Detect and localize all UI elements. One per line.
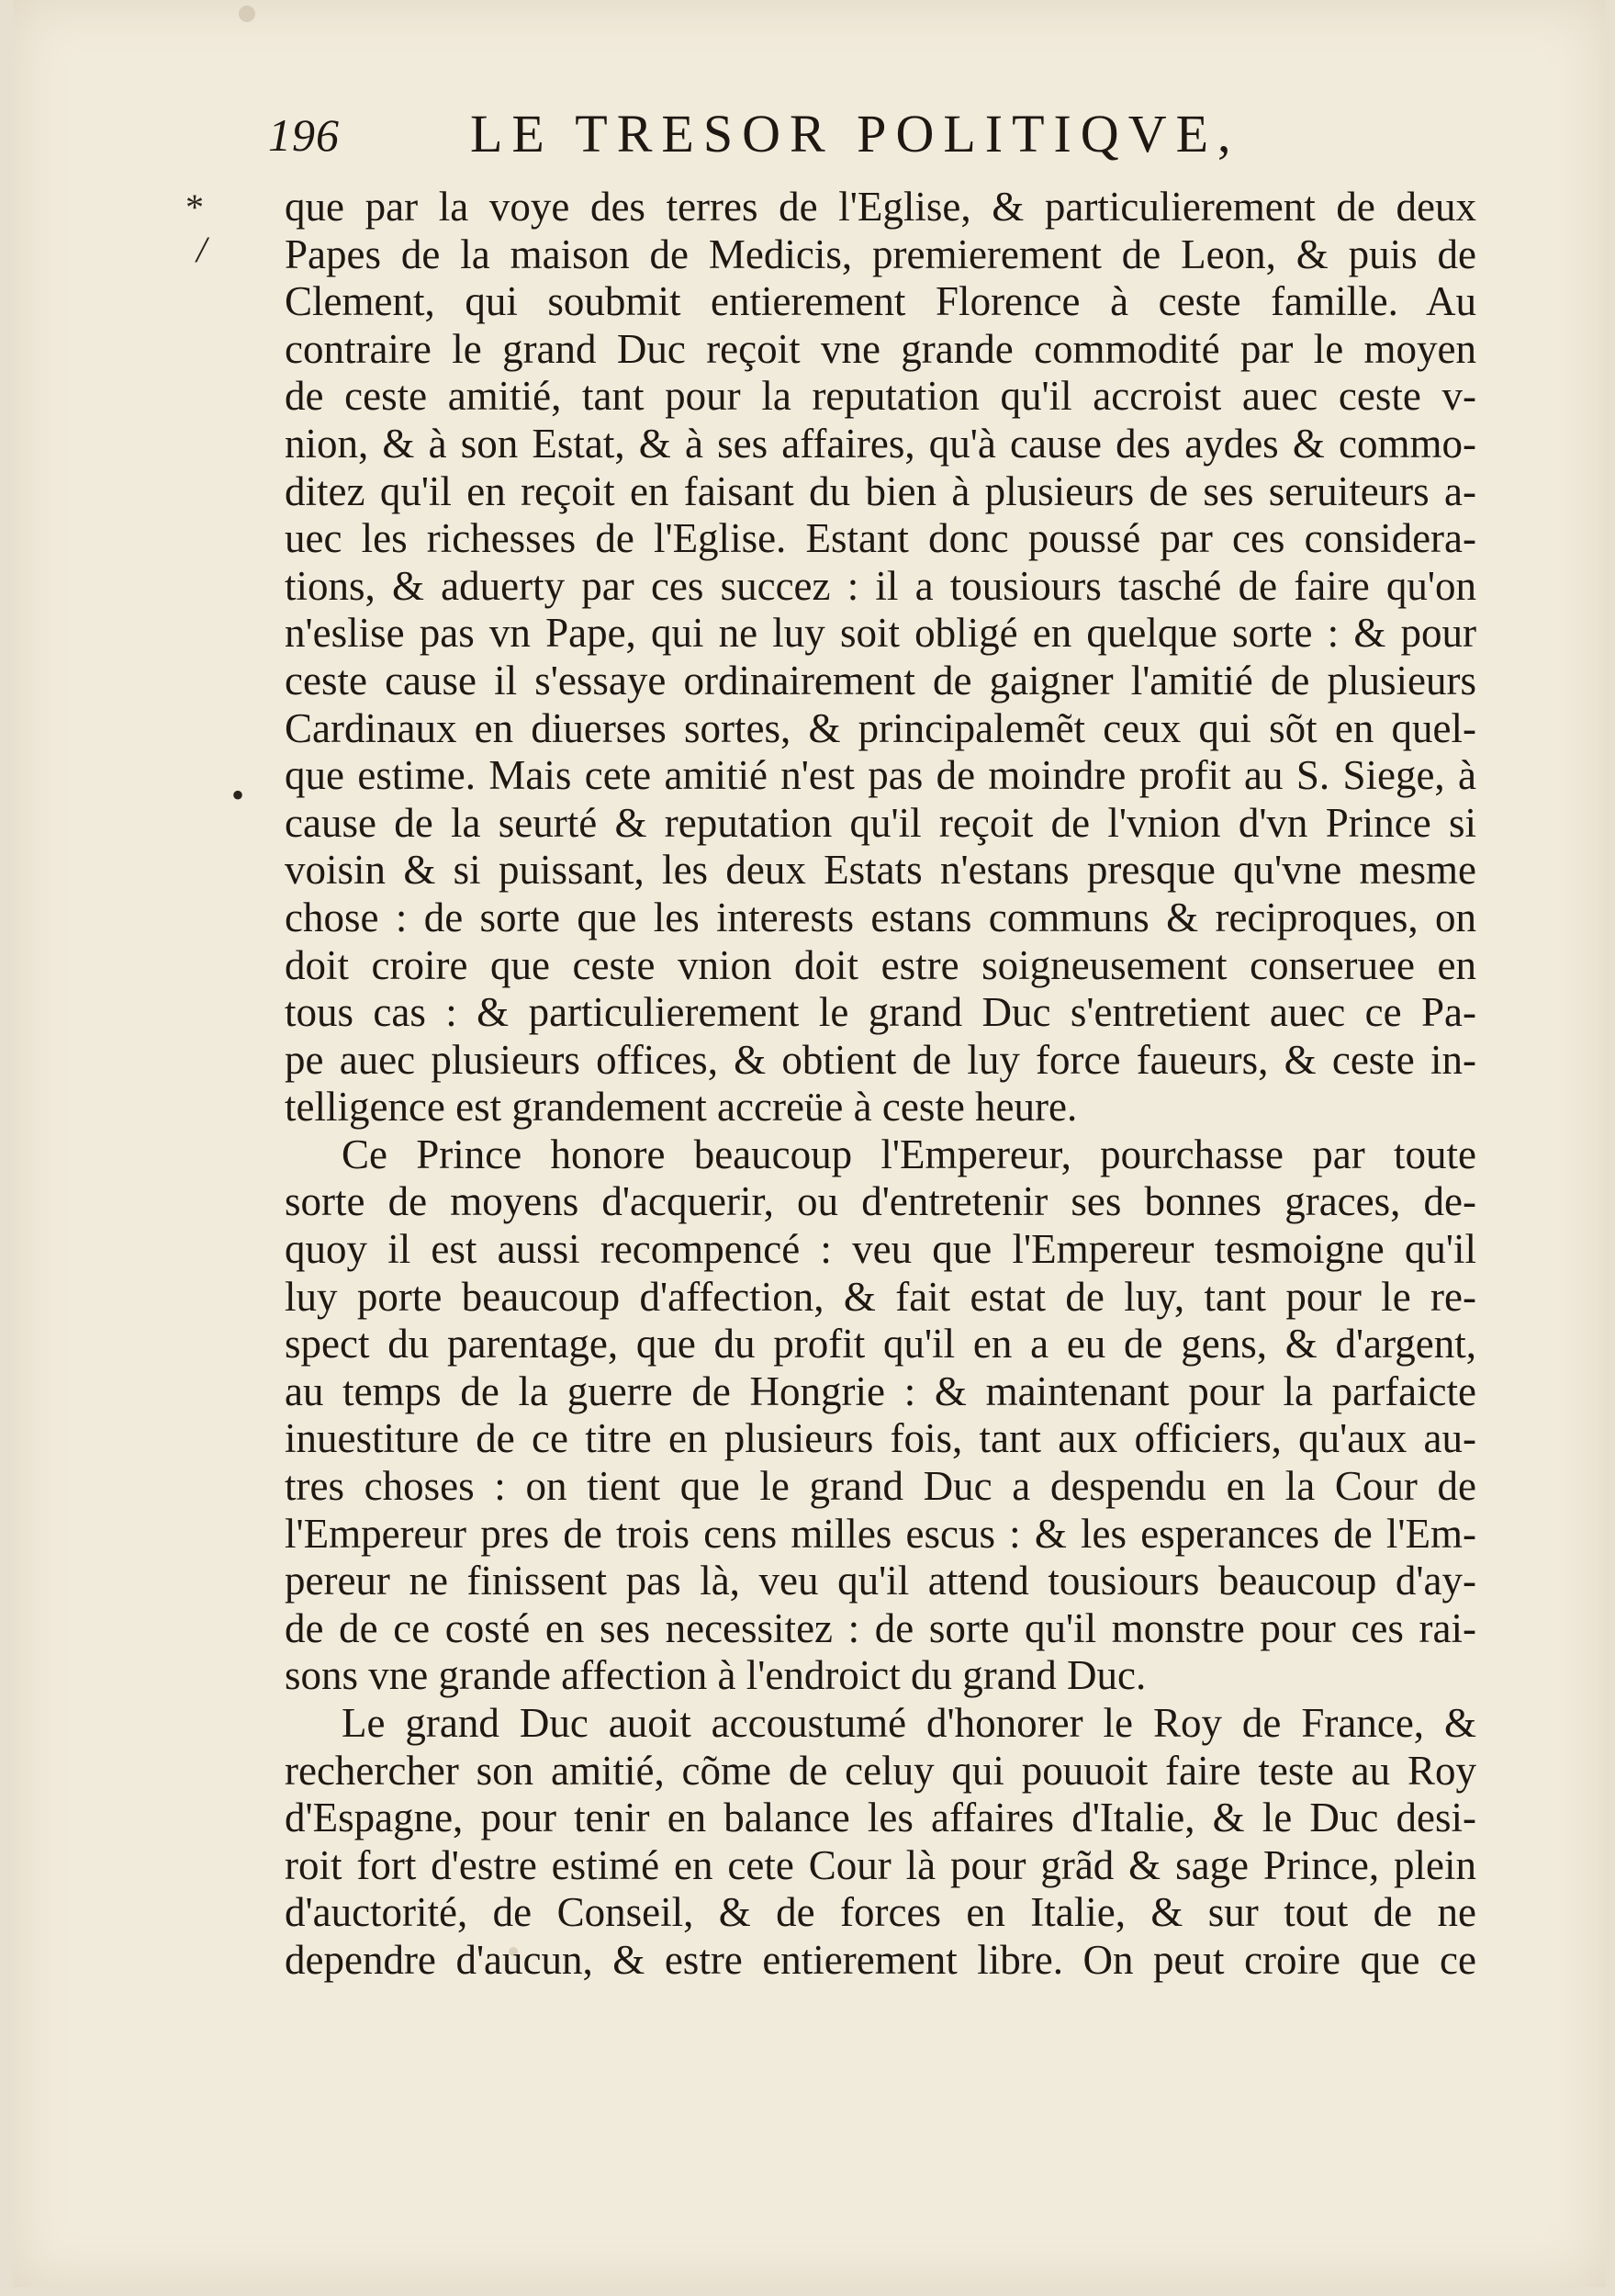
text-line: tions, & aduerty par ces succez : il a tousiours tasché de faire qu'on: [285, 562, 1476, 609]
text-line: ditez qu'il en reçoit en faisant du bien à plusieurs de ses seruiteurs a-: [285, 467, 1476, 514]
text-line: inuestiture de ce titre en plusieurs fois, tant aux officiers, qu'aux au-: [285, 1415, 1476, 1462]
text-line: Papes de la maison de Medicis, premierement de Leon, & puis de: [285, 231, 1476, 277]
text-line: contraire le grand Duc reçoit vne grande commodité par le moyen: [285, 325, 1476, 372]
text-line: d'Espagne, pour tenir en balance les affaires d'Italie, & le Duc desi-: [285, 1795, 1476, 1841]
text-line: pereur ne finissent pas là, veu qu'il attend tousiours beaucoup d'ay-: [285, 1558, 1476, 1604]
text-line: sorte de moyens d'acquerir, ou d'entretenir ses bonnes graces, de-: [285, 1178, 1476, 1225]
text-line: telligence est grandement accreüe à ceste heure.: [285, 1084, 1078, 1131]
text-line: uec les richesses de l'Eglise. Estant donc poussé par ces considera-: [285, 515, 1476, 562]
page-number: 196: [268, 109, 340, 161]
text-line: au temps de la guerre de Hongrie : & maintenant pour la parfaicte: [285, 1367, 1476, 1414]
text-line: chose : de sorte que les interests estans communs & reciproques, on: [285, 894, 1476, 940]
text-line: Le grand Duc auoit accoustumé d'honorer le Roy de France, &: [342, 1700, 1476, 1746]
text-line: l'Empereur pres de trois cens milles escus : & les esperances de l'Em-: [285, 1510, 1476, 1557]
running-title: LE TRESOR POLITIQVE,: [470, 104, 1240, 163]
text-line: que par la voye des terres de l'Eglise, & particulierement de deux: [285, 184, 1476, 230]
text-line: que estime. Mais cete amitié n'est pas de moindre profit au S. Siege, à: [285, 752, 1476, 799]
text-line: ceste cause il s'essaye ordinairement de gaigner l'amitié de plusieurs: [285, 657, 1476, 703]
margin-asterisk-mark: *: [185, 186, 204, 228]
text-line: cause de la seurté & reputation qu'il reçoit de l'vnion d'vn Prince si: [285, 799, 1476, 846]
text-line: de ceste amitié, tant pour la reputation qu'il accroist auec ceste v-: [285, 373, 1476, 420]
text-line: dependre d'aucun, & estre entierement libre. On peut croire que ce: [285, 1936, 1476, 1983]
text-line: luy porte beaucoup d'affection, & fait estat de luy, tant pour le re-: [285, 1273, 1476, 1320]
margin-bullet-mark: •: [231, 774, 245, 816]
text-line: Ce Prince honore beaucoup l'Empereur, pourchasse par toute: [342, 1131, 1476, 1177]
text-line: tous cas : & particulierement le grand Duc s'entretient auec ce Pa-: [285, 989, 1476, 1036]
text-line: Clement, qui soubmit entierement Florence à ceste famille. Au: [285, 278, 1476, 325]
text-line: rechercher son amitié, cõme de celuy qui pouuoit faire teste au Roy: [285, 1747, 1476, 1794]
text-line: sons vne grande affection à l'endroict du grand Duc.: [285, 1652, 1147, 1699]
book-page: [13, 0, 1606, 2287]
text-line: d'auctorité, de Conseil, & de forces en Italie, & sur tout de ne: [285, 1889, 1476, 1936]
text-line: quoy il est aussi recompencé : veu que l'Empereur tesmoigne qu'il: [285, 1226, 1476, 1273]
text-line: n'eslise pas vn Pape, qui ne luy soit obligé en quelque sorte : & pour: [285, 610, 1476, 657]
text-line: tres choses : on tient que le grand Duc a despendu en la Cour de: [285, 1463, 1476, 1510]
text-line: pe auec plusieurs offices, & obtient de luy force faueurs, & ceste in-: [285, 1036, 1476, 1083]
text-line: spect du parentage, que du profit qu'il en a eu de gens, & d'argent,: [285, 1321, 1476, 1367]
text-line: Cardinaux en diuerses sortes, & principalemẽt ceux qui sõt en quel-: [285, 704, 1476, 751]
text-line: doit croire que ceste vnion doit estre soigneusement conseruee en: [285, 941, 1476, 988]
margin-slash-mark: /: [196, 229, 207, 270]
paper-stain: [239, 6, 255, 22]
page-header: [268, 103, 1278, 176]
body-text: [285, 184, 1476, 1985]
text-line: nion, & à son Estat, & à ses affaires, qu'à cause des aydes & commo-: [285, 420, 1476, 467]
text-line: voisin & si puissant, les deux Estats n'estans presque qu'vne mesme: [285, 847, 1476, 894]
text-line: de de ce costé en ses necessitez : de sorte qu'il monstre pour ces rai-: [285, 1604, 1476, 1651]
text-line: roit fort d'estre estimé en cete Cour là pour grãd & sage Prince, plein: [285, 1841, 1476, 1888]
